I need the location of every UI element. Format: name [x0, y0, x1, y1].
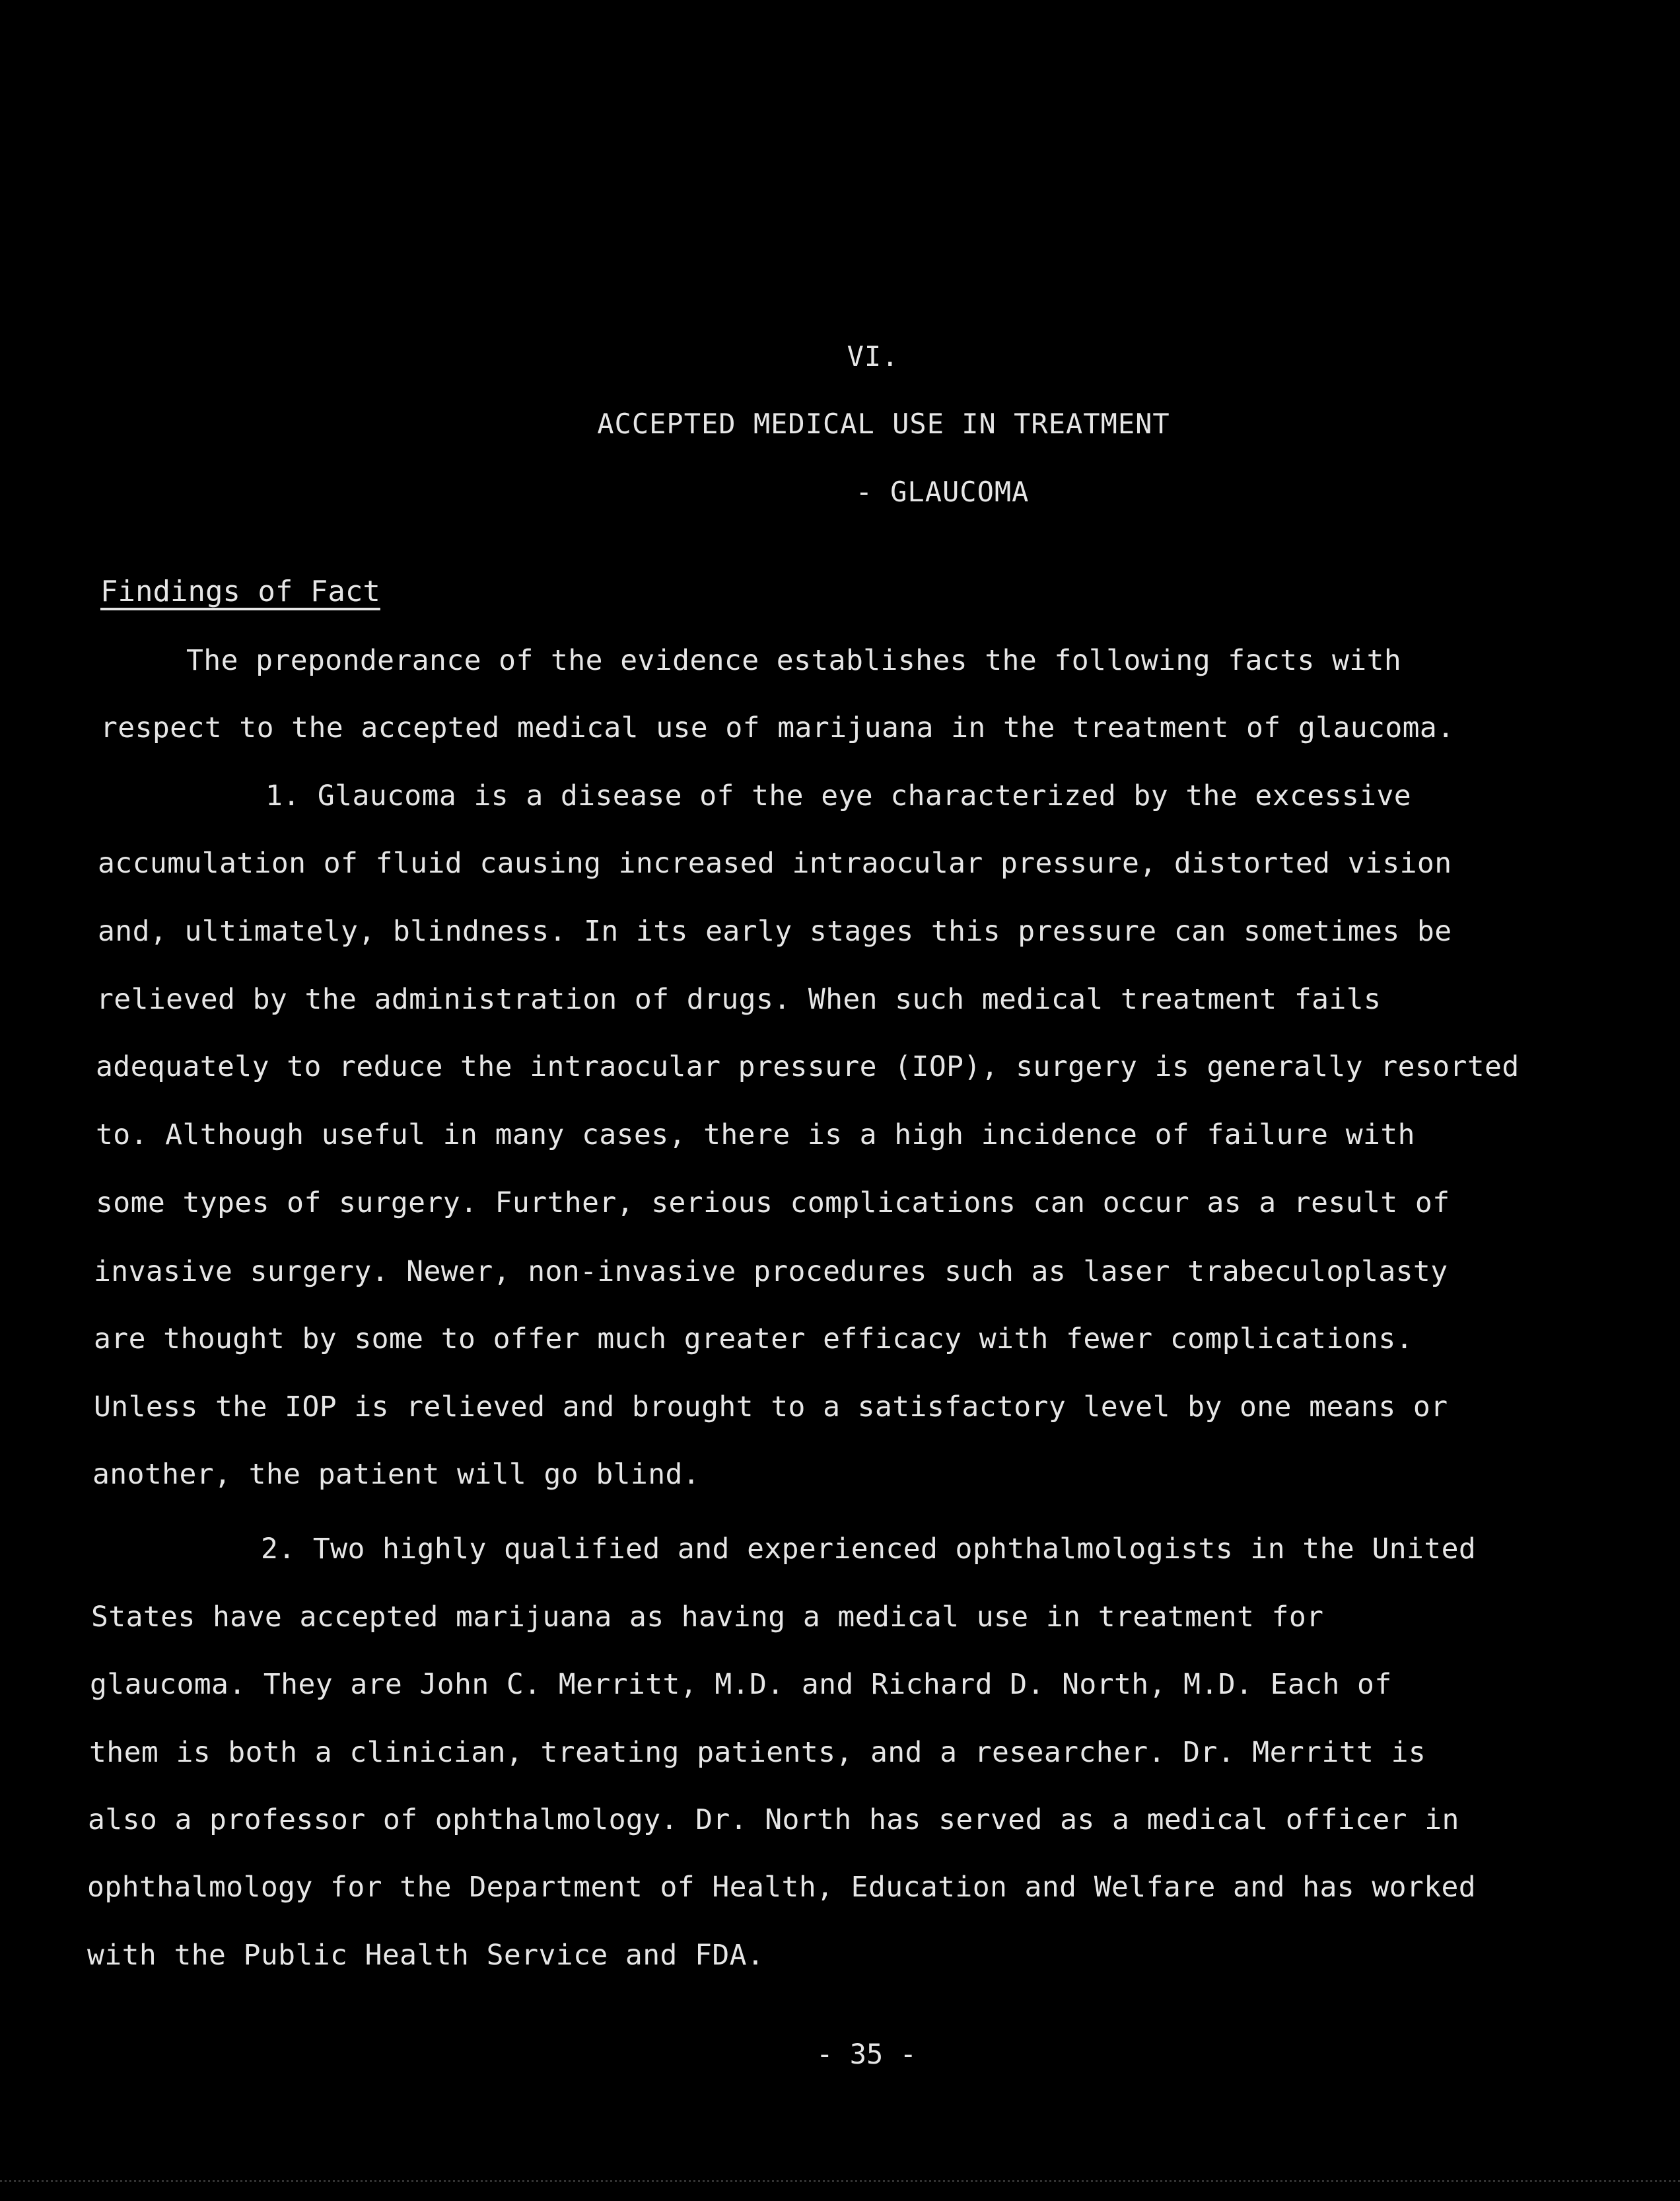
body-line: some types of surgery. Further, serious complications can occur as a result of: [96, 1186, 1450, 1219]
body-line: with the Public Health Service and FDA.: [87, 1939, 765, 1972]
body-line: adequately to reduce the intraocular pressure (IOP), surgery is generally resorted: [96, 1050, 1520, 1083]
body-line: them is both a clinician, treating patients, and a researcher. Dr. Merritt is: [89, 1736, 1426, 1769]
scan-edge-line: [0, 2180, 1680, 2182]
findings-heading: Findings of Fact: [100, 575, 380, 608]
body-line: relieved by the administration of drugs. When such medical treatment fails: [96, 983, 1382, 1016]
body-line: glaucoma. They are John C. Merritt, M.D. and Richard D. North, M.D. Each of: [90, 1668, 1392, 1701]
section-subtitle: - GLAUCOMA: [855, 476, 1030, 508]
section-title: ACCEPTED MEDICAL USE IN TREATMENT: [597, 408, 1170, 440]
body-line: ophthalmology for the Department of Health, Education and Welfare and has worked: [87, 1871, 1477, 1904]
page-number: - 35 -: [816, 2038, 917, 2070]
body-line: 2. Two highly qualified and experienced ophthalmologists in the United: [261, 1533, 1477, 1566]
body-line: respect to the accepted medical use of marijuana in the treatment of glaucoma.: [100, 711, 1455, 744]
body-line: also a professor of ophthalmology. Dr. North has served as a medical officer in: [88, 1803, 1459, 1836]
body-line: The preponderance of the evidence establishes the following facts with: [186, 644, 1402, 677]
section-number: VI.: [847, 340, 899, 373]
body-line: to. Although useful in many cases, there is a high incidence of failure with: [96, 1118, 1415, 1151]
body-line: accumulation of fluid causing increased intraocular pressure, distorted vision: [98, 847, 1452, 880]
body-line: Unless the IOP is relieved and brought to a satisfactory level by one means or: [94, 1390, 1448, 1424]
body-line: are thought by some to offer much greater efficacy with fewer complications.: [94, 1322, 1413, 1355]
body-line: 1. Glaucoma is a disease of the eye characterized by the excessive: [265, 779, 1412, 812]
body-line: States have accepted marijuana as having a medical use in treatment for: [91, 1601, 1324, 1634]
body-line: invasive surgery. Newer, non-invasive procedures such as laser trabeculoplasty: [94, 1255, 1448, 1288]
body-line: another, the patient will go blind.: [92, 1458, 701, 1491]
body-line: and, ultimately, blindness. In its early stages this pressure can sometimes be: [98, 915, 1452, 948]
